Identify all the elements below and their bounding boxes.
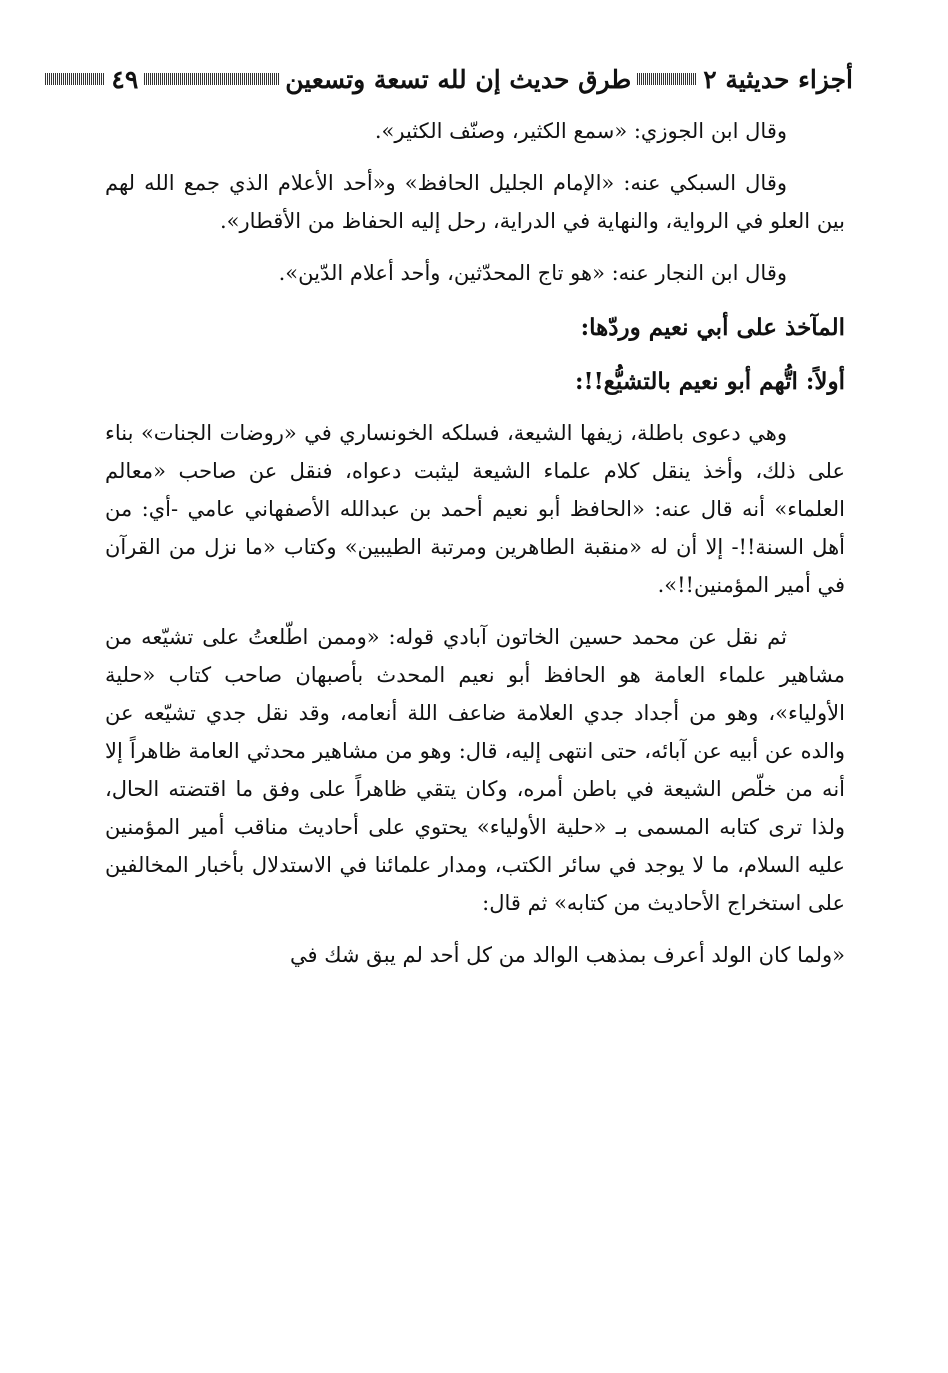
paragraph-claim: وهي دعوى باطلة، زيفها الشيعة، فسلكه الخونساري في «روضات الجنات» بناء على ذلك، وأخذ ينقل كلام علماء الشيعة ليثبت دعواه، فنقل عن صاحب «معالم العلماء» أنه قال عنه: «الحافظ أبو نعيم أحمد بن عبدالله الأصفهاني عامي -أي: من أهل السنة!!- إلا أن له «منقبة الطاهرين ومرتبة الطيبين» وكتاب «ما نزل من القرآن في أمير المؤمنين!!».: [105, 421, 845, 597]
header-rule: [637, 73, 697, 85]
paragraph-khatun-abadi: ثم نقل عن محمد حسين الخاتون آبادي قوله: «وممن اطّلعتُ على تشيّعه من مشاهير علماء العامة هو الحافظ أبو نعيم المحدث بأصبهان صاحب كتاب «حلية الأولياء»، وهو من أجداد جدي العلامة ضاعف اللة أنعامه، وقد نقل جدي تشيّعه عن والده عن أبيه عن آبائه، حتى انتهى إليه، قال: وهو من مشاهير محدثي العامة ظاهراً إلا أنه من خلّص الشيعة في باطن أمره، وكان يتقي ظاهراً على وفق ما اقتضته الحال، ولذا ترى كتابه المسمى بـ «حلية الأولياء» يحتوي على أحاديث مناقب أمير المؤمنين عليه السلام، ما لا يوجد في سائر الكتب، ومدار علمائنا في الاستدلال بأخبار المخالفين على استخراج الأحاديث من كتابه» ثم قال:: [105, 625, 845, 915]
paragraph-ibn-al-jawzi: وقال ابن الجوزي: «سمع الكثير، وصنّف الكثير».: [374, 119, 787, 143]
section-heading: المآخذ على أبي نعيم وردّها:: [580, 314, 845, 341]
header-book-title: أجزاء حديثية ٢: [703, 64, 853, 94]
header-rule: [45, 73, 105, 85]
paragraph-ibn-al-najjar: وقال ابن النجار عنه: «هو تاج المحدّثين، وأحد أعلام الدّين».: [278, 261, 787, 285]
page-number: ٤٩: [111, 64, 139, 94]
subsection-heading: أولاً: اتُّهم أبو نعيم بالتشيُّع!!:: [575, 368, 845, 395]
running-header: [111, 56, 853, 102]
paragraph-al-subki: وقال السبكي عنه: «الإمام الجليل الحافظ» و«أحد الأعلام الذي جمع الله لهم بين العلو في الرواية، والنهاية في الدراية، رحل إليه الحفاظ من الأقطار».: [105, 171, 845, 233]
header-chapter-title: طرق حديث إن لله تسعة وتسعين: [285, 64, 632, 94]
paragraph-quote-continuation: «ولما كان الولد أعرف بمذهب الوالد من كل أحد لم يبق شك في: [290, 943, 845, 967]
page-body: [105, 112, 845, 988]
header-rule: [144, 73, 279, 85]
